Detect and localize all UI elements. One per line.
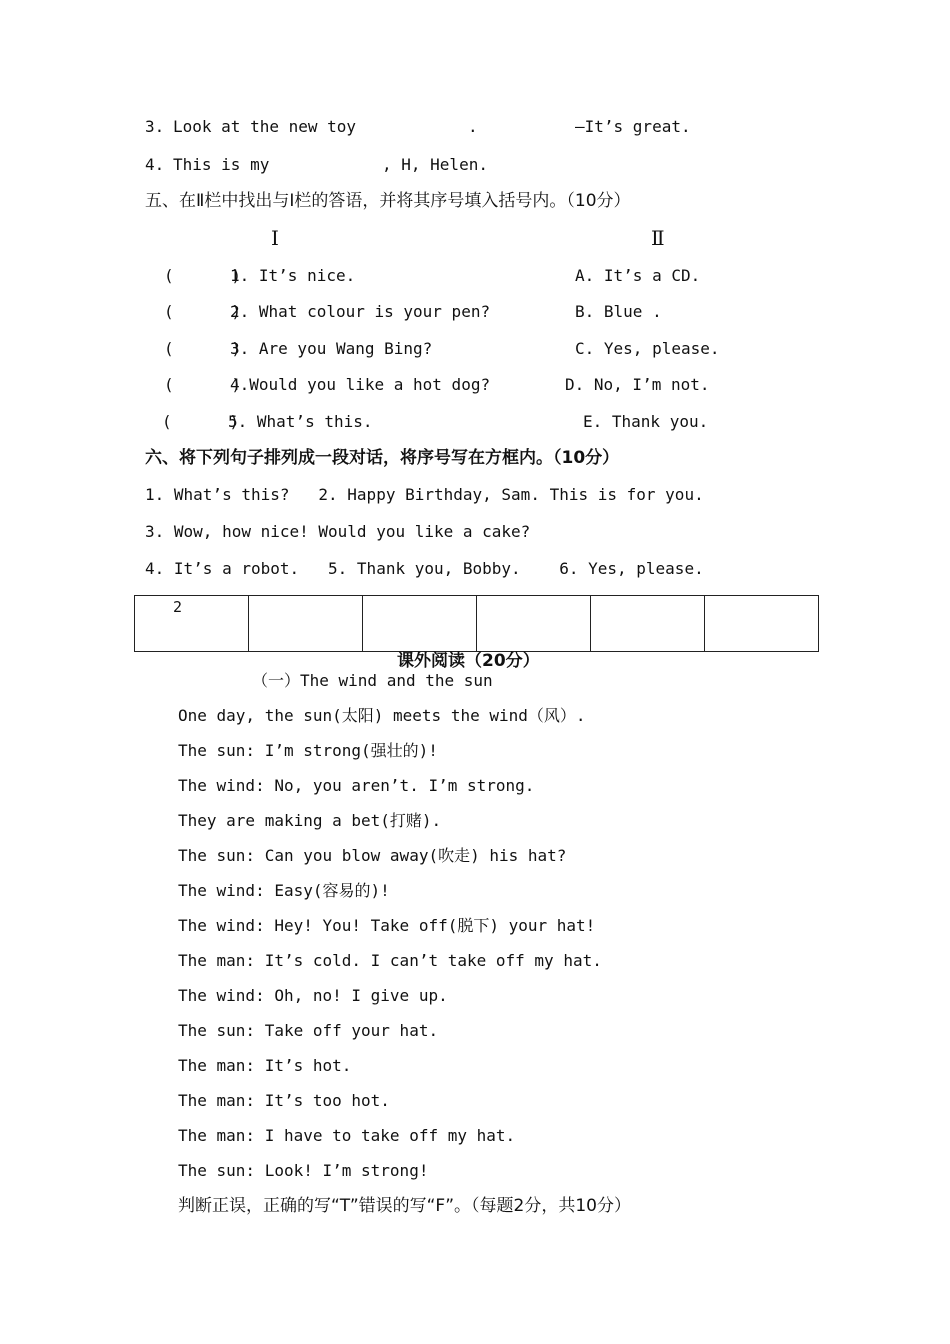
section6-line: 4. It’s a robot. 5. Thank you, Bobby. 6. Yes, please. bbox=[145, 559, 704, 578]
section6-line: 3. Wow, how nice! Would you like a cake? bbox=[145, 522, 531, 541]
answer-bracket[interactable]: ( ) bbox=[164, 266, 242, 285]
section5-right-item: A. It’s a CD. bbox=[575, 266, 701, 285]
answer-box[interactable] bbox=[591, 596, 705, 652]
reading-line: One day, the sun(太阳) meets the wind（风）. bbox=[178, 706, 586, 725]
reading-line: The man: It’s hot. bbox=[178, 1056, 352, 1075]
section5-right-item: E. Thank you. bbox=[583, 412, 709, 431]
answer-box[interactable] bbox=[363, 596, 477, 652]
q4-number: 4. bbox=[145, 155, 165, 174]
section5-left-item: 1. It’s nice. bbox=[230, 266, 356, 285]
answer-bracket[interactable]: ( ) bbox=[164, 339, 242, 358]
section5-right-item: C. Yes, please. bbox=[575, 339, 720, 358]
section5-left-item: 5. What’s this. bbox=[228, 412, 373, 431]
section5-col1-head: Ⅰ bbox=[271, 226, 279, 250]
reading-line: The man: I have to take off my hat. bbox=[178, 1126, 516, 1145]
reading-line: The sun: Take off your hat. bbox=[178, 1021, 439, 1040]
answer-box[interactable] bbox=[249, 596, 363, 652]
order-answer-boxes bbox=[134, 595, 819, 652]
q3-number: 3. bbox=[145, 117, 165, 136]
reading-line: The sun: I’m strong(强壮的)! bbox=[178, 741, 438, 760]
q3-dot: . bbox=[468, 117, 478, 136]
section5-right-item: B. Blue . bbox=[575, 302, 662, 321]
answer-bracket[interactable]: ( ) bbox=[164, 375, 242, 394]
reading-line: The sun: Can you blow away(吹走) his hat? bbox=[178, 846, 567, 865]
section5-left-item: 4.Would you like a hot dog? bbox=[230, 375, 491, 394]
q3-reply: —It’s great. bbox=[575, 117, 691, 136]
answer-bracket[interactable]: ( ) bbox=[164, 302, 242, 321]
answer-bracket[interactable]: ( ) bbox=[162, 412, 240, 431]
reading-line: The wind: Hey! You! Take off(脱下) your hat! bbox=[178, 916, 596, 935]
reading-subtitle: （一）The wind and the sun bbox=[252, 671, 493, 690]
q4-tail: , H, Helen. bbox=[382, 155, 488, 174]
reading-line: The man: It’s cold. I can’t take off my hat. bbox=[178, 951, 602, 970]
section6-title: 六、将下列句子排列成一段对话，将序号写在方框内。（10分） bbox=[145, 448, 620, 468]
reading-title: 课外阅读（20分） bbox=[397, 651, 540, 671]
reading-line: The man: It’s too hot. bbox=[178, 1091, 390, 1110]
answer-box[interactable] bbox=[477, 596, 591, 652]
reading-line: The wind: Oh, no! I give up. bbox=[178, 986, 448, 1005]
reading-instruction: 判断正误，正确的写“T”错误的写“F”。（每题2分，共10分） bbox=[178, 1196, 631, 1216]
q4-text: This is my bbox=[173, 155, 270, 174]
section5-left-item: 3. Are you Wang Bing? bbox=[230, 339, 433, 358]
reading-line: The wind: Easy(容易的)! bbox=[178, 881, 390, 900]
q3-text: Look at the new toy bbox=[173, 117, 357, 136]
reading-line: The wind: No, you aren’t. I’m strong. bbox=[178, 776, 535, 795]
answer-box[interactable] bbox=[705, 596, 819, 652]
answer-box[interactable]: 2 bbox=[135, 596, 249, 652]
reading-line: They are making a bet(打赌). bbox=[178, 811, 442, 830]
reading-line: The sun: Look! I’m strong! bbox=[178, 1161, 429, 1180]
section5-left-item: 2. What colour is your pen? bbox=[230, 302, 491, 321]
section5-title: 五、在Ⅱ栏中找出与Ⅰ栏的答语，并将其序号填入括号内。（10分） bbox=[145, 191, 631, 211]
section5-right-item: D. No, I’m not. bbox=[565, 375, 710, 394]
section6-line: 1. What’s this? 2. Happy Birthday, Sam. This is for you. bbox=[145, 485, 704, 504]
section5-col2-head: Ⅱ bbox=[651, 226, 665, 250]
